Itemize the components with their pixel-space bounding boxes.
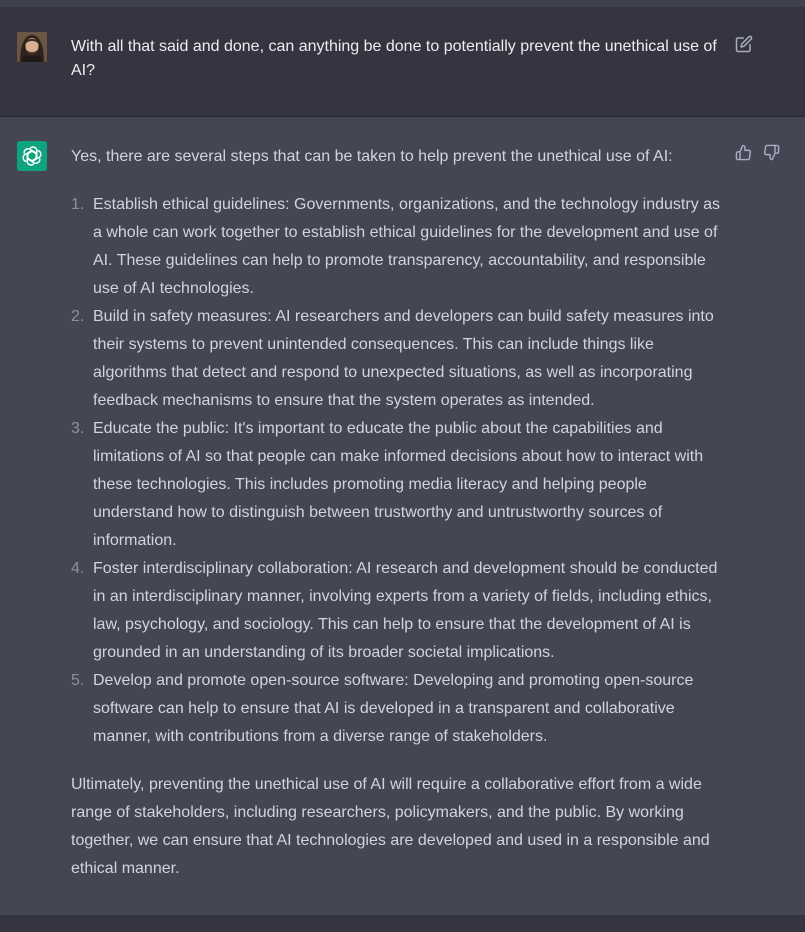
steps-list [71,191,726,751]
assistant-intro: Yes, there are several steps that can be taken to help prevent the unethical use of AI: [71,148,673,165]
openai-logo-icon [21,145,43,167]
user-avatar [17,32,47,62]
list-item-text: Develop and promote open-source software: Developing and promoting open-source software can help to ensure that AI is developed in a transparent and collaborative manner, with contributions from a diverse range of stakeholders. [93,672,694,745]
list-item [71,415,726,555]
list-item-text: Foster interdisciplinary collaboration: AI research and development should be conducted in an interdisciplinary manner, involving experts from a variety of fields, including ethics, law, psychology, and sociology. This can help to ensure that the development of AI is grounded in an understanding of its broader societal implications. [93,560,718,661]
list-item-text: Build in safety measures: AI researchers and developers can build safety measures into their systems to prevent unintended consequences. This can include things like algorithms that detect and respond to unexpected situations, as well as incorporating feedback mechanisms to ensure that the system operates as intended. [93,308,714,409]
list-item-text: Establish ethical guidelines: Governments, organizations, and the technology industry as a whole can work together to establish ethical guidelines for the development and use of AI. These guidelines can help to promote transparency, accountability, and responsible use of AI technologies. [93,196,721,297]
thumbs-up-icon[interactable] [735,144,753,162]
list-item-number: 5. [71,672,85,689]
list-item-number: 4. [71,560,85,577]
list-item-text: Educate the public: It's important to educate the public about the capabilities and limitations of AI so that people can make informed decisions about how to interact with these technologies. This includes promoting media literacy and helping people understand how to distinguish between trustworthy and untrustworthy sources of information. [93,420,704,549]
list-item [71,555,726,667]
edit-icon[interactable] [735,35,753,53]
list-item [71,303,726,415]
list-item [71,191,726,303]
list-item-number: 3. [71,420,85,437]
list-item-number: 1. [71,196,85,213]
bottom-strip [0,915,805,932]
list-item [71,667,726,751]
top-strip [0,0,805,7]
list-item-number: 2. [71,308,85,325]
thumbs-down-icon[interactable] [763,144,781,162]
user-message [0,7,805,117]
assistant-message-content [71,143,726,883]
assistant-conclusion: Ultimately, preventing the unethical use of AI will require a collaborative effort from a wide range of stakeholders, including researchers, policymakers, and the public. By working together, we can ensure that AI technologies are developed and used in a responsible and ethical manner. [71,776,710,877]
user-message-text: With all that said and done, can anything be done to potentially prevent the unethical use of AI? [71,38,717,79]
assistant-avatar [17,141,47,171]
assistant-message [0,117,805,915]
